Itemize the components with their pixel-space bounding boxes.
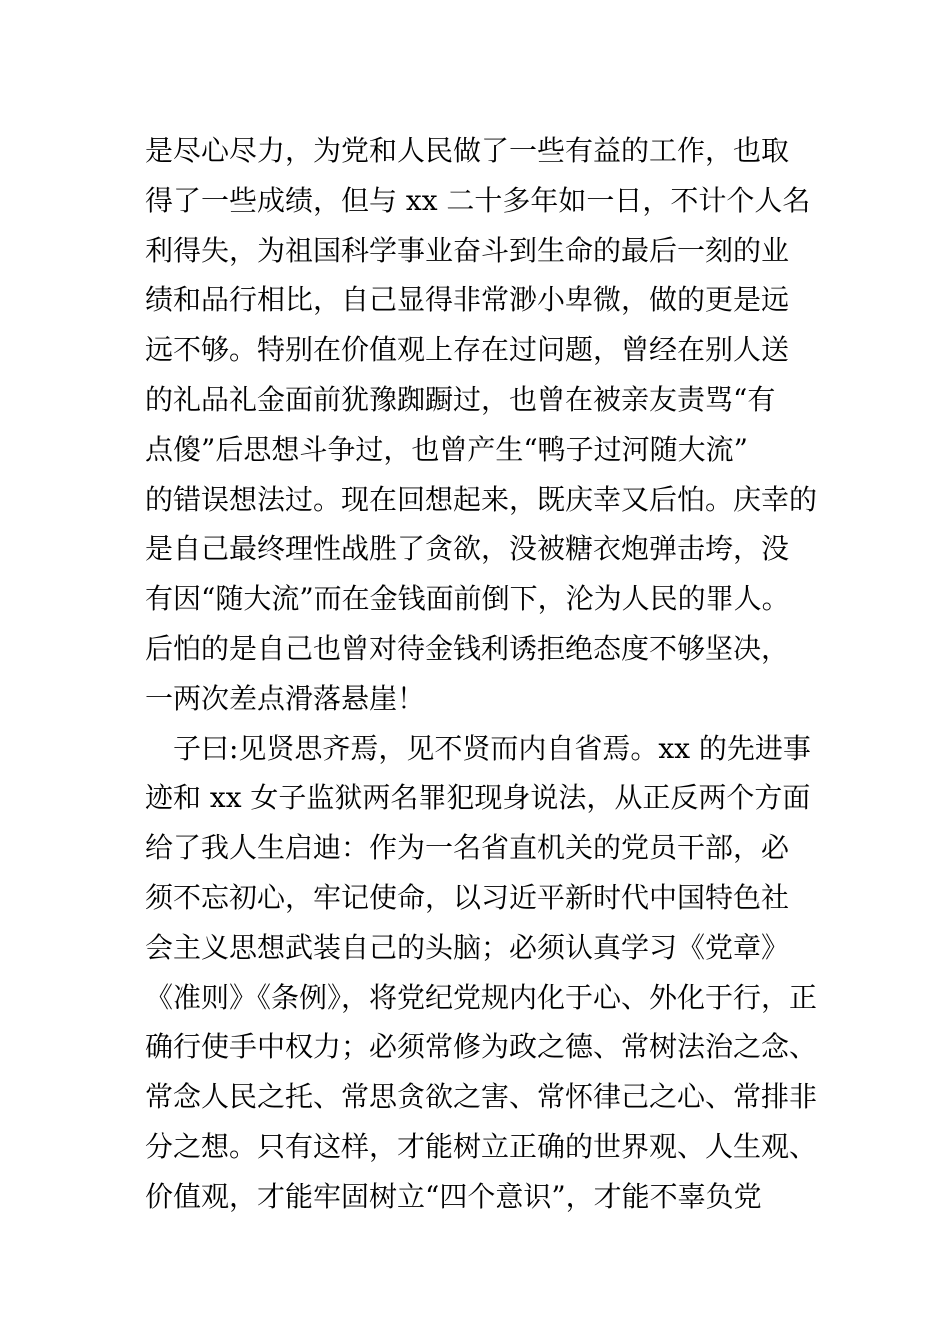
text-line: 迹和 xx 女子监狱两名罪犯现身说法，从正反两个方面 bbox=[145, 781, 811, 815]
text-line: 利得失，为祖国科学事业奋斗到生命的最后一刻的业 bbox=[145, 233, 790, 267]
text-line: 是尽心尽力，为党和人民做了一些有益的工作，也取 bbox=[145, 134, 790, 167]
document-body bbox=[145, 126, 825, 1222]
text-line: 《准则》《条例》，将党纪党规内化于心、外化于行，正 bbox=[145, 980, 818, 1014]
paragraph-1 bbox=[145, 126, 825, 724]
text-line: 一两次差点滑落悬崖！ bbox=[145, 681, 426, 715]
text-line: 会主义思想武装自己的头脑；必须认真学习《党章》 bbox=[145, 930, 790, 964]
text-line: 子曰:见贤思齐焉，见不贤而内自省焉。xx 的先进事 bbox=[173, 731, 811, 765]
text-line: 给了我人生启迪：作为一名省直机关的党员干部，必 bbox=[145, 831, 790, 865]
text-line: 后怕的是自己也曾对待金钱利诱拒绝态度不够坚决， bbox=[145, 631, 790, 665]
text-line: 得了一些成绩，但与 xx 二十多年如一日，不计个人名 bbox=[145, 183, 811, 217]
text-line: 是自己最终理性战胜了贪欲，没被糖衣炮弹击垮，没 bbox=[145, 532, 790, 566]
text-line: 绩和品行相比，自己显得非常渺小卑微，做的更是远 bbox=[145, 283, 790, 317]
text-line: 价值观，才能牢固树立“四个意识”，才能不辜负党 bbox=[145, 1179, 762, 1213]
text-line: 有因“随大流”而在金钱面前倒下，沦为人民的罪人。 bbox=[145, 582, 790, 616]
text-line: 确行使手中权力；必须常修为政之德、常树法治之念、 bbox=[145, 1030, 818, 1064]
text-line: 常念人民之托、常思贪欲之害、常怀律己之心、常排非 bbox=[145, 1080, 818, 1114]
text-line: 远不够。特别在价值观上存在过问题，曾经在别人送 bbox=[145, 333, 790, 367]
text-line: 分之想。只有这样，才能树立正确的世界观、人生观、 bbox=[145, 1129, 818, 1163]
paragraph-2 bbox=[145, 724, 825, 1222]
text-line: 的错误想法过。现在回想起来，既庆幸又后怕。庆幸的 bbox=[145, 482, 818, 516]
text-line: 点傻”后思想斗争过，也曾产生“鸭子过河随大流” bbox=[145, 432, 748, 466]
text-line: 的礼品礼金面前犹豫踟蹰过，也曾在被亲友责骂“有 bbox=[145, 382, 776, 416]
text-line: 须不忘初心，牢记使命，以习近平新时代中国特色社 bbox=[145, 880, 790, 914]
